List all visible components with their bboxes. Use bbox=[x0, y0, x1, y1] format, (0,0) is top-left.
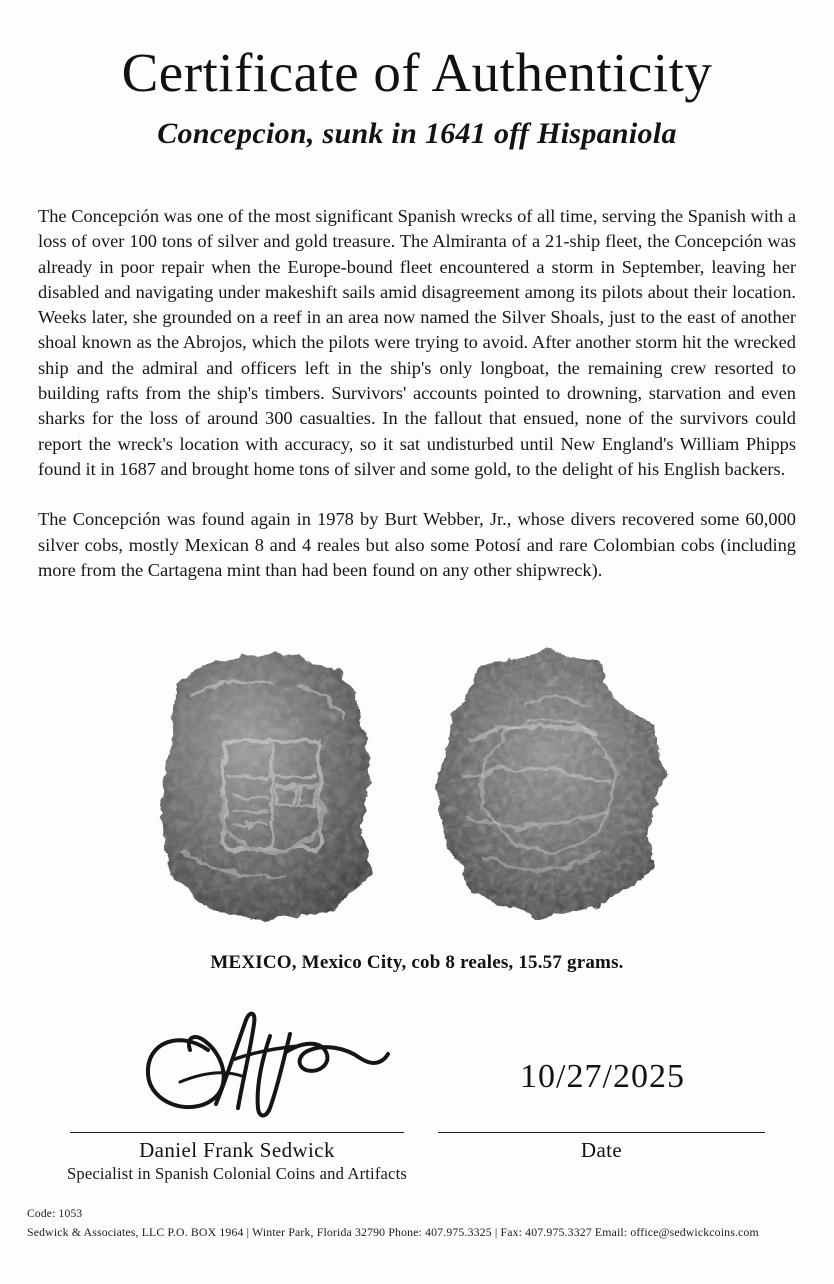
coin-obverse-image bbox=[146, 645, 396, 930]
signature-rule bbox=[70, 1132, 404, 1133]
coin-photo-group bbox=[0, 645, 834, 935]
title-block bbox=[0, 44, 834, 150]
paragraph-history: The Concepción was one of the most significant Spanish wrecks of all time, serving the Spanish with a loss of over 100 tons of silver and gold treasure. The Almiranta of a 21-ship fleet, the Concepción was already in poor repair when the Europe-bound fleet encountered a storm in September, leaving her disabled and navigating under makeshift sails amid disagreement among its pilots about their location. Weeks later, she grounded on a reef in an area now named the Silver Shoals, just to the east of another shoal known as the Abrojos, which the pilots were trying to avoid. After another storm hit the wrecked ship and the admiral and officers left in the ship's only longboat, the remaining crew resorted to building rafts from the ship's timbers. Survivors' accounts pointed to drowning, starvation and even sharks for the loss of around 300 casualties. In the fallout that ensued, none of the survivors could report the wreck's location with accuracy, so it sat undisturbed until New England's William Phipps found it in 1687 and brought home tons of silver and some gold, to the delight of his English backers. bbox=[38, 206, 796, 479]
date-label: Date bbox=[580, 1138, 623, 1162]
body-text bbox=[38, 204, 796, 583]
handwritten-signature bbox=[120, 1008, 410, 1128]
date-value: 10/27/2025 bbox=[520, 1058, 685, 1095]
coin-caption: MEXICO, Mexico City, cob 8 reales, 15.57 grams. bbox=[210, 952, 624, 973]
paragraph-recovery: The Concepción was found again in 1978 by Burt Webber, Jr., whose divers recovered some 60,000 silver cobs, mostly Mexican 8 and 4 reales but also some Potosí and rare Colombian cobs (including more from the Cartagena mint than had been found on any other shipwreck). bbox=[38, 509, 796, 580]
footer-code: Code: 1053 bbox=[27, 1208, 83, 1220]
footer-address: Sedwick & Associates, LLC P.O. BOX 1964 | Winter Park, Florida 32790 Phone: 407.975.3325 | Fax: 407.975.3327 Email: office@sedwickcoins.com bbox=[27, 1225, 759, 1239]
page-subtitle: Concepcion, sunk in 1641 off Hispaniola bbox=[157, 117, 677, 151]
coin-reverse-image bbox=[428, 645, 688, 930]
signer-role: Specialist in Spanish Colonial Coins and Artifacts bbox=[67, 1164, 407, 1183]
footer bbox=[27, 1208, 817, 1240]
signer-name: Daniel Frank Sedwick bbox=[139, 1138, 335, 1162]
page-title: Certificate of Authenticity bbox=[121, 42, 713, 103]
date-rule bbox=[438, 1132, 765, 1133]
